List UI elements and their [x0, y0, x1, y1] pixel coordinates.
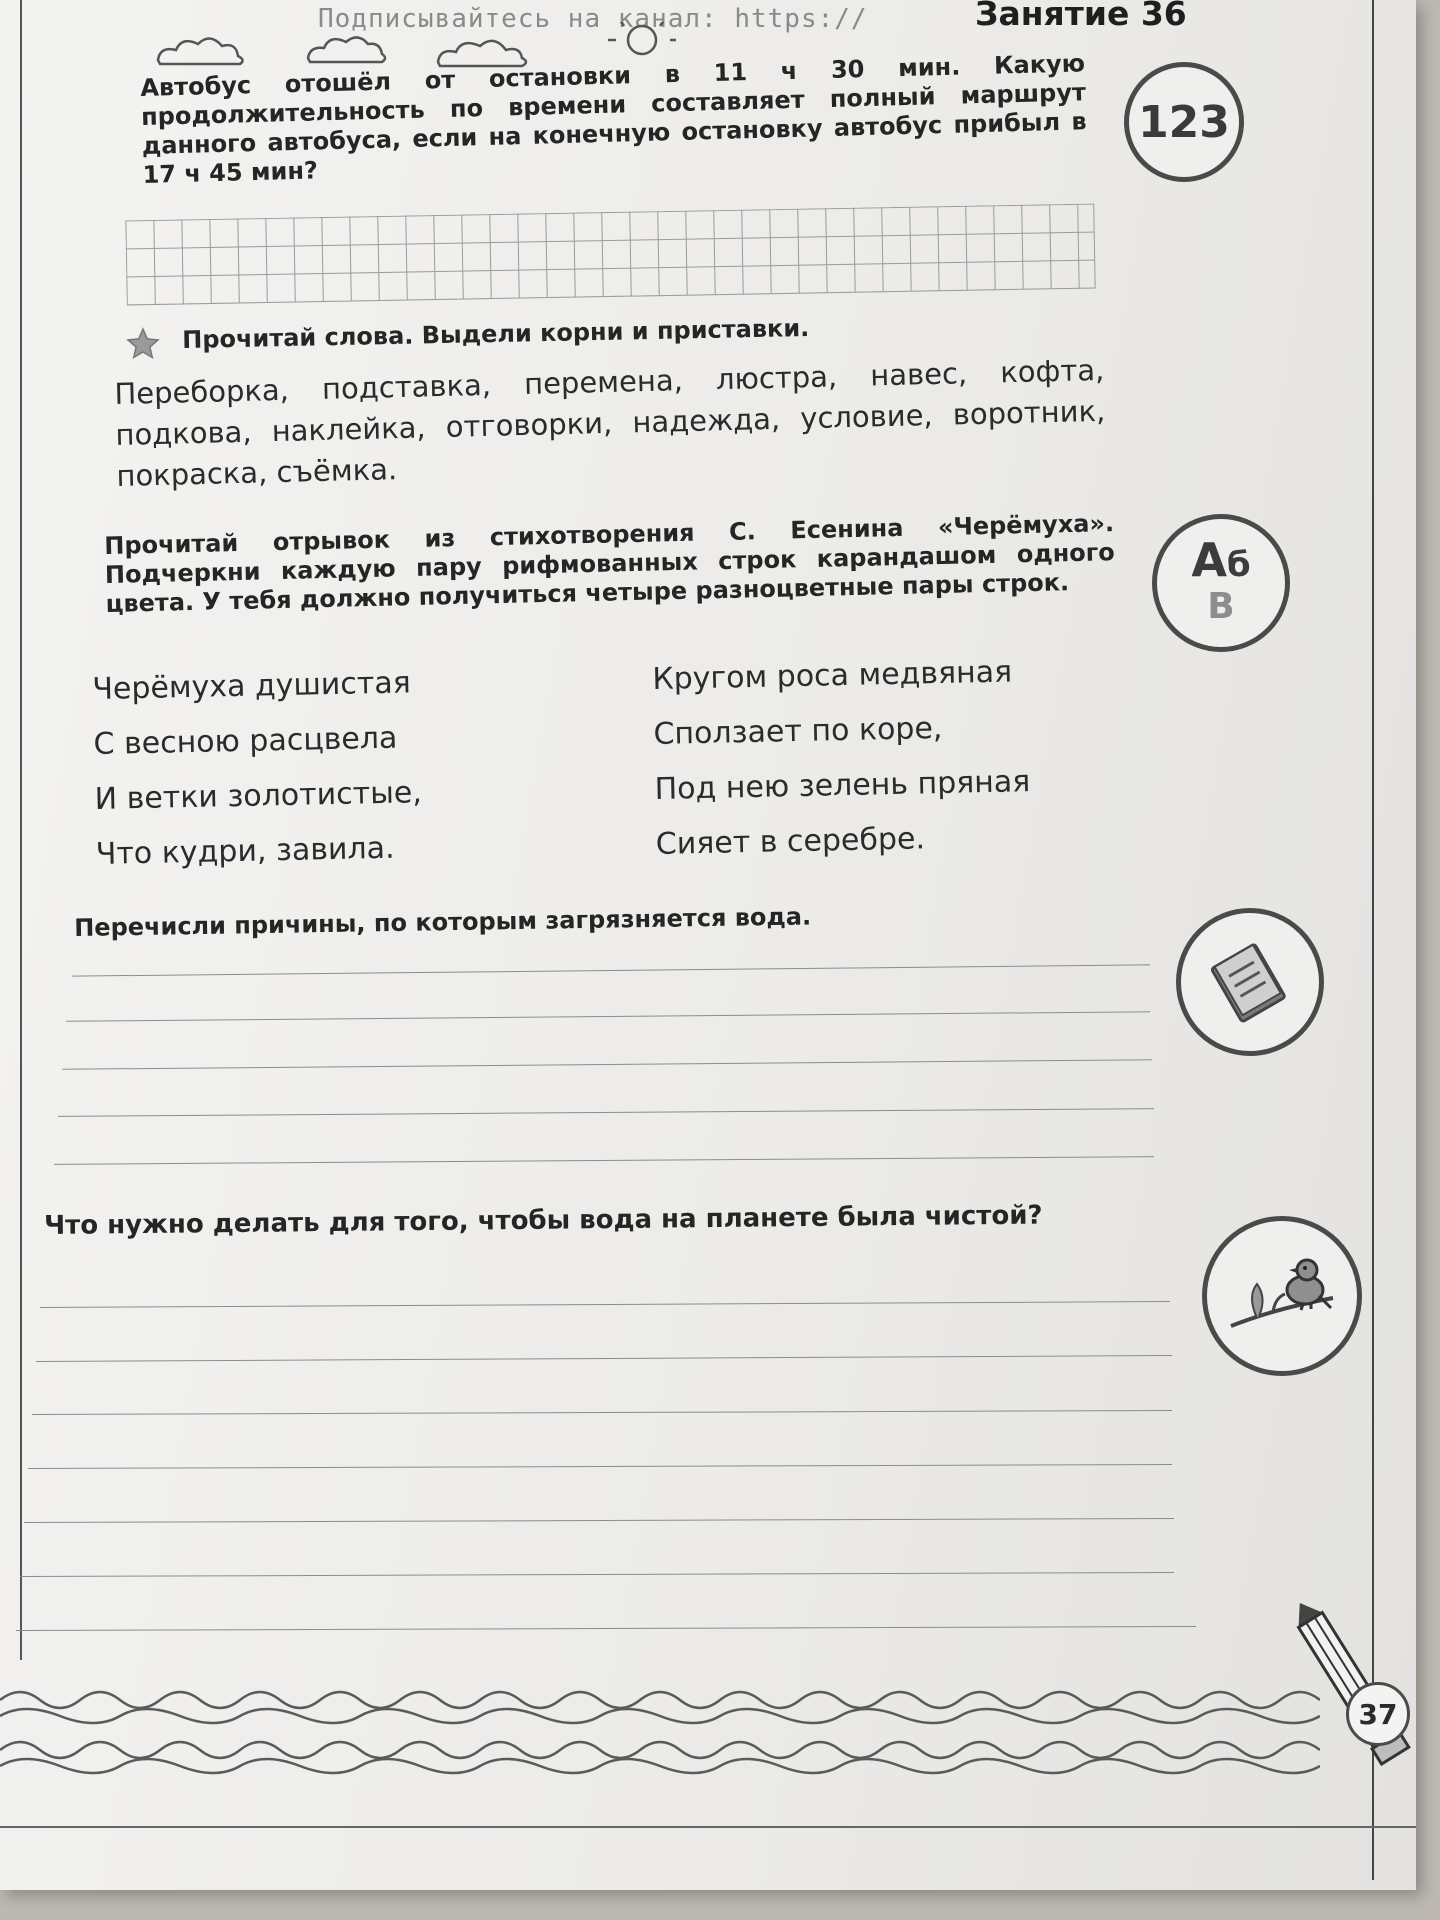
book-glyph [1202, 934, 1298, 1030]
answer-line[interactable] [20, 1572, 1174, 1577]
answer-line[interactable] [58, 1108, 1154, 1117]
answer-line[interactable] [32, 1410, 1172, 1415]
badge-letter-a: А [1191, 532, 1227, 587]
answer-line[interactable] [16, 1626, 1196, 1631]
poem-line: Сползает по коре, [653, 710, 943, 752]
bird-on-branch-icon [1202, 1216, 1362, 1376]
poem-left-column [92, 665, 424, 892]
answer-line[interactable] [62, 1059, 1152, 1070]
answer-line[interactable] [40, 1301, 1170, 1308]
numbers-123-icon [1124, 62, 1244, 182]
star-icon [124, 326, 162, 362]
lesson-title: Занятие 36 [975, 0, 1187, 33]
task-bus-question: Автобус отошёл от остановки в 11 ч 30 мин. Какую продолжительность по времени составляет полный маршрут данного автобуса, если на конечную остановку автобус прибыл в 17 ч 45 мин? [140, 49, 1087, 189]
task-clean-water: Что нужно делать для того, чтобы вода на планете была чистой? [44, 1200, 1043, 1241]
answer-line[interactable] [36, 1355, 1172, 1362]
poem-line: Что кудри, завила. [95, 830, 395, 872]
wave-decoration [0, 1670, 1320, 1790]
bottom-rule [0, 1826, 1416, 1828]
poem-line: И ветки золотистые, [94, 775, 423, 817]
badge-letter-b: б [1226, 544, 1251, 585]
page-frame-right [1372, 0, 1374, 1880]
numbers-badge-label: 123 [1138, 96, 1230, 148]
task-poem-instruction: Прочитай отрывок из стихотворения С. Есенина «Черёмуха». Подчеркни каждую пару рифмованных строк карандашом одного цвета. У тебя должно получиться четыре разноцветные пары строк. [104, 509, 1116, 618]
poem-line: С весною расцвела [93, 720, 398, 762]
page-number-badge [1346, 1682, 1410, 1746]
channel-watermark: Подписывайтесь на канал: https:// [318, 4, 868, 34]
answer-line[interactable] [72, 964, 1150, 976]
page-number: 37 [1358, 1697, 1398, 1731]
bird-glyph [1227, 1246, 1337, 1346]
task-roots-instruction: Прочитай слова. Выдели корни и приставки. [182, 313, 810, 354]
poem-line: Черёмуха душистая [92, 665, 412, 707]
answer-line[interactable] [66, 1011, 1150, 1021]
letters-abv-icon [1152, 514, 1290, 652]
answer-grid[interactable] [125, 204, 1095, 306]
poem-right-column [652, 654, 1032, 882]
poem-line: Под нею зелень пряная [654, 764, 1031, 807]
word-list: Переборка, подставка, перемена, люстра, навес, кофта, подкова, наклейка, отговорки, надежда, условие, воротник, покраска, съёмка. [114, 352, 1106, 493]
poem-line: Сияет в серебре. [655, 821, 926, 862]
page-frame-left [20, 0, 22, 1660]
badge-letter-v: В [1207, 585, 1235, 627]
task-water-pollution: Перечисли причины, по которым загрязняется вода. [74, 902, 812, 942]
book-icon [1176, 908, 1324, 1056]
answer-line[interactable] [28, 1464, 1172, 1469]
answer-line[interactable] [54, 1156, 1154, 1165]
answer-line[interactable] [24, 1518, 1174, 1523]
poem-line: Кругом роса медвяная [652, 654, 1013, 697]
